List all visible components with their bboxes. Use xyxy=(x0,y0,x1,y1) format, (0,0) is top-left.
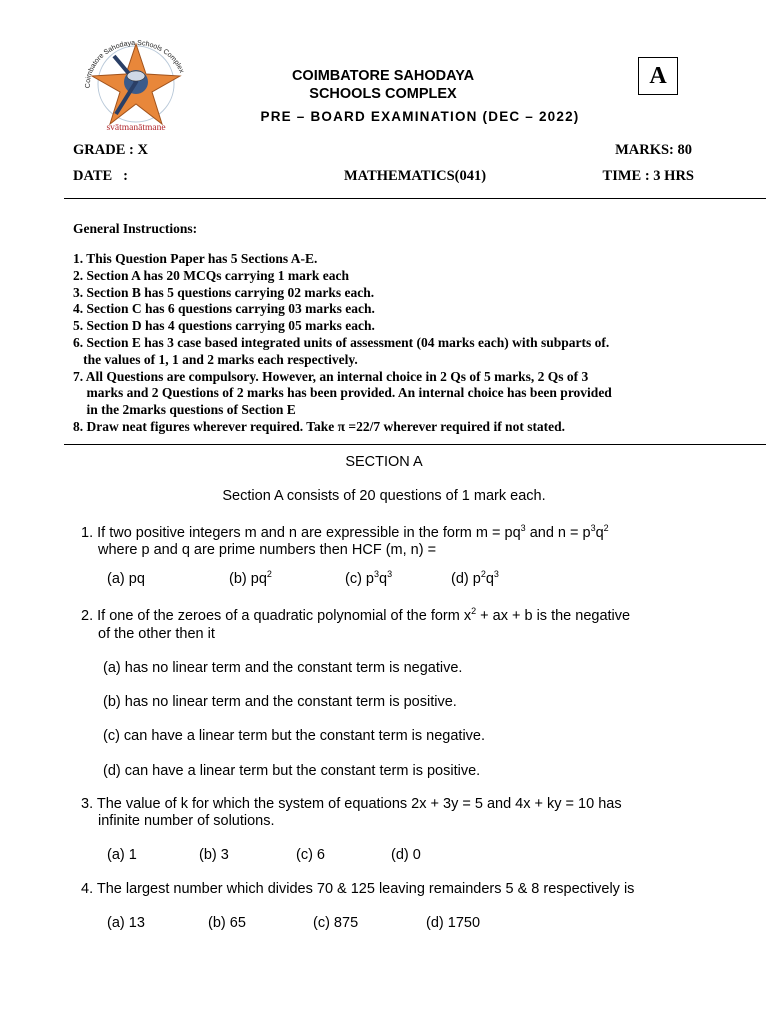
question-3-option-b: (b) 3 xyxy=(199,847,229,863)
instruction-line: 6. Section E has 3 case based integrated units of assessment (04 marks each) with subparts of. xyxy=(73,334,610,350)
question-2-option-d: (d) can have a linear term but the constant term is positive. xyxy=(103,763,481,779)
question-4-option-b: (b) 65 xyxy=(208,915,246,931)
logo-ring-text: Coimbatore Sahodaya Schools Complex xyxy=(84,39,185,89)
question-4-text: 4. The largest number which divides 70 & 125 leaving remainders 5 & 8 respectively is xyxy=(81,881,635,897)
instruction-line: 5. Section D has 4 questions carrying 05 marks each. xyxy=(73,318,375,334)
instruction-line: 2. Section A has 20 MCQs carrying 1 mark each xyxy=(73,267,349,283)
section-title: SECTION A xyxy=(345,454,423,470)
instructions-divider xyxy=(64,444,766,445)
question-3-option-a: (a) 1 xyxy=(107,847,137,863)
question-1-text: 1. If two positive integers m and n are expressible in the form $m = pq^3$ and $n = p^3q^2$ xyxy=(81,523,609,541)
date-label: DATE : xyxy=(73,168,128,184)
instruction-line: in the 2marks questions of Section E xyxy=(73,402,296,418)
instructions-list xyxy=(73,251,612,436)
marks-label: MARKS: 80 xyxy=(615,142,692,158)
question-1-option-c: (c) $p^3q^3$ xyxy=(345,569,393,587)
question-4-option-c: (c) 875 xyxy=(313,915,359,931)
instructions-heading: General Instructions: xyxy=(73,221,198,236)
school-logo xyxy=(76,36,196,132)
instruction-line: 8. Draw neat figures wherever required. Take π =22/7 wherever required if not stated. xyxy=(73,418,566,434)
grade-label: GRADE : X xyxy=(73,142,148,158)
instruction-line: 1. This Question Paper has 5 Sections A-E. xyxy=(73,251,318,266)
question-2-text-line2: of the other then it xyxy=(98,626,215,642)
question-3-text: 3. The value of k for which the system of equations 2x + 3y = 5 and 4x + ky = 10 has xyxy=(81,796,622,812)
question-3-text-line2: infinite number of solutions. xyxy=(98,813,275,829)
paper-set-box: A xyxy=(638,57,678,95)
question-1-option-a: (a) pq xyxy=(107,571,145,587)
question-2-text: 2. If one of the zeroes of a quadratic polynomial of the form $x^2$ + ax + b is the negative xyxy=(81,606,631,624)
instruction-line: 3. Section B has 5 questions carrying 02 marks each. xyxy=(73,284,375,300)
logo-emblem-icon xyxy=(76,36,196,132)
question-3-option-d: (d) 0 xyxy=(391,847,421,863)
instruction-line: the values of 1, 1 and 2 marks each respectively. xyxy=(73,351,358,367)
question-2-option-a: (a) has no linear term and the constant term is negative. xyxy=(103,660,463,676)
question-4-option-d: (d) 1750 xyxy=(426,915,481,931)
question-4-option-a: (a) 13 xyxy=(107,915,145,931)
question-1-text-line2: where p and q are prime numbers then HCF (m, n) = xyxy=(98,542,437,558)
question-2-option-c: (c) can have a linear term but the constant term is negative. xyxy=(103,728,486,744)
instruction-line: 7. All Questions are compulsory. However, an internal choice in 2 Qs of 5 marks, 2 Qs of 3 xyxy=(73,368,589,384)
logo-motto: svātmanātmane xyxy=(106,123,166,132)
school-name-line1: COIMBATORE SAHODAYA xyxy=(291,68,475,84)
time-label: TIME : 3 HRS xyxy=(602,168,694,184)
school-name-line2: SCHOOLS COMPLEX xyxy=(309,86,457,102)
header-divider xyxy=(64,198,766,199)
question-1-option-b: (b) $pq^2$ xyxy=(229,569,272,587)
question-2-option-b: (b) has no linear term and the constant term is positive. xyxy=(103,694,457,710)
question-3-option-c: (c) 6 xyxy=(296,847,325,863)
exam-title: PRE – BOARD EXAMINATION (DEC – 2022) xyxy=(260,109,580,124)
question-1-option-d: (d) $p^2q^3$ xyxy=(451,569,499,587)
subject-label: MATHEMATICS(041) xyxy=(344,168,487,184)
instruction-line: 4. Section C has 6 questions carrying 03 marks each. xyxy=(73,301,375,317)
section-subtitle: Section A consists of 20 questions of 1 mark each. xyxy=(222,488,546,504)
instruction-line: marks and 2 Questions of 2 marks has been provided. An internal choice has been provided xyxy=(73,385,612,401)
